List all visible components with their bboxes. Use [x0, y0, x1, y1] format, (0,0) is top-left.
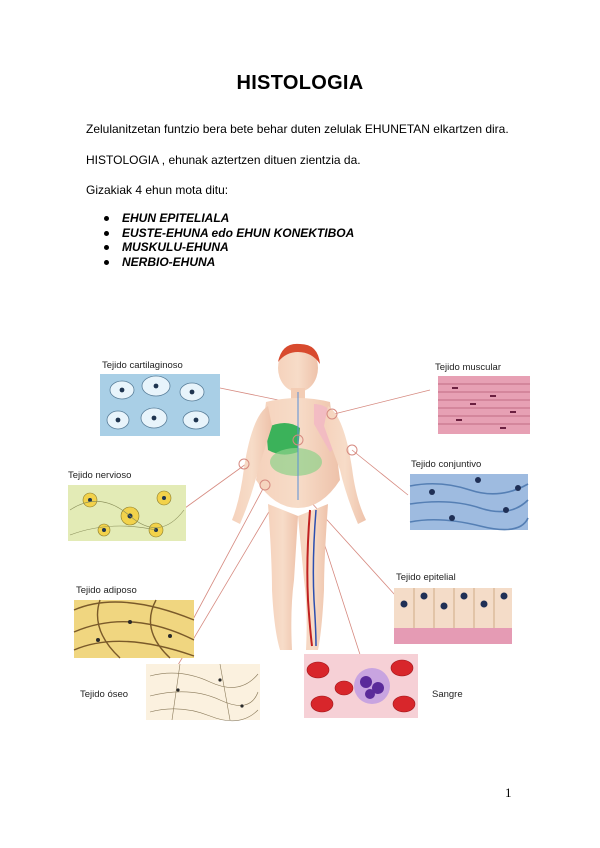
bullet-icon [104, 216, 109, 221]
label-epitelial: Tejido epitelial [396, 572, 456, 583]
tissue-type-list [104, 211, 354, 269]
human-body-illustration [232, 344, 366, 650]
bullet-icon [104, 260, 109, 265]
connective-tissue-image [410, 474, 528, 530]
definition-paragraph: HISTOLOGIA , ehunak aztertzen dituen zientzia da. [86, 153, 361, 167]
list-item: EHUN EPITELIALA [104, 211, 354, 226]
muscle-tissue-image [438, 376, 530, 434]
intro-paragraph: Zelulanitzetan funtzio bera bete behar duten zelulak EHUNETAN elkartzen dira. [86, 122, 509, 136]
types-intro-paragraph: Gizakiak 4 ehun mota ditu: [86, 183, 229, 197]
label-nervioso: Tejido nervioso [68, 470, 132, 481]
page-title: HISTOLOGIA [236, 72, 364, 94]
list-item: MUSKULU-EHUNA [104, 240, 354, 255]
tissue-figure [60, 340, 540, 725]
label-cartilaginoso: Tejido cartilaginoso [102, 360, 183, 371]
label-adiposo: Tejido adiposo [76, 585, 137, 596]
label-muscular: Tejido muscular [435, 362, 501, 373]
label-sangre: Sangre [432, 689, 463, 700]
list-item: EUSTE-EHUNA edo EHUN KONEKTIBOA [104, 226, 354, 241]
bullet-icon [104, 231, 109, 236]
page-number: 1 [505, 785, 512, 800]
cartilage-tissue-image [100, 374, 220, 436]
list-item: NERBIO-EHUNA [104, 255, 354, 270]
epithelial-tissue-image [394, 588, 512, 644]
label-oseo: Tejido óseo [80, 689, 129, 700]
bone-tissue-image [146, 664, 260, 721]
bullet-icon [104, 245, 109, 250]
adipose-tissue-image [74, 600, 194, 658]
label-conjuntivo: Tejido conjuntivo [411, 459, 482, 470]
blood-tissue-image [304, 654, 418, 718]
nervous-tissue-image [68, 485, 186, 541]
